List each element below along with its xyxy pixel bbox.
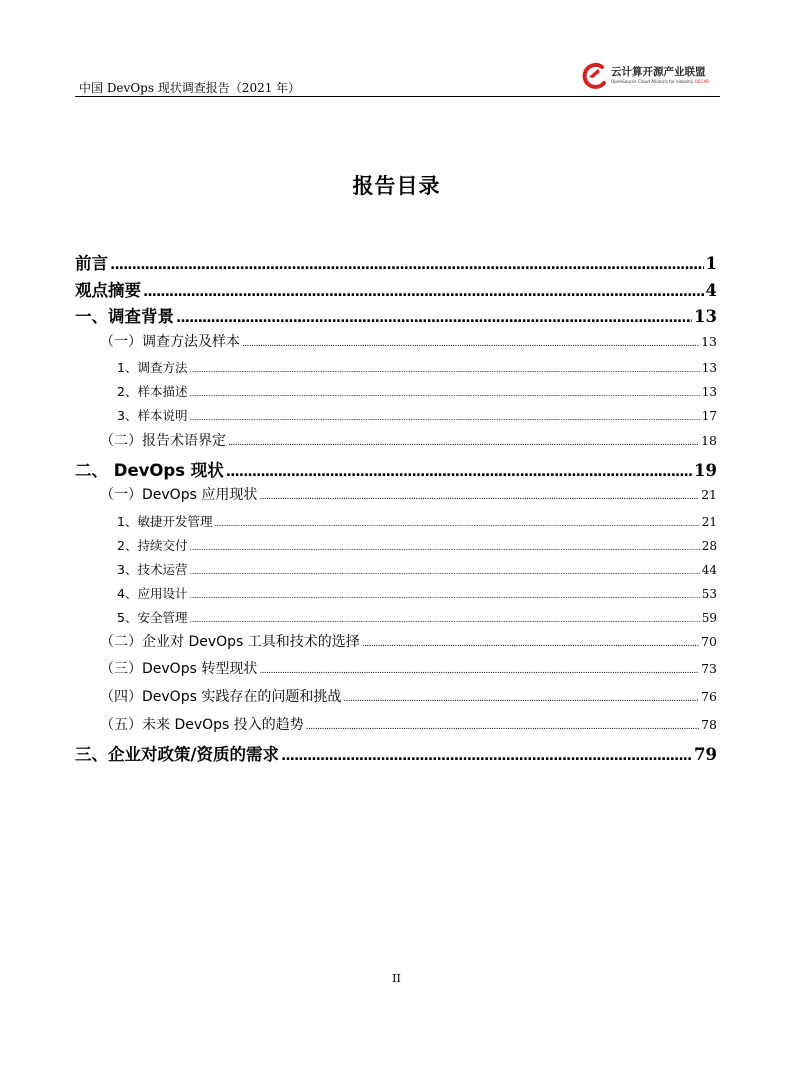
toc-entry-page: 13 bbox=[701, 385, 717, 399]
toc-dot-leader bbox=[189, 414, 699, 422]
toc-entry[interactable] bbox=[75, 250, 717, 274]
toc-entry-label: 1、敏捷开发管理 bbox=[117, 514, 213, 529]
toc-entry-label: 前言 bbox=[75, 254, 108, 273]
toc-dot-leader bbox=[176, 310, 692, 326]
running-header-title: 中国 DevOps 现状调查报告（2021 年） bbox=[79, 81, 301, 95]
toc-dot-leader bbox=[362, 639, 699, 649]
toc-entry-page: 73 bbox=[701, 661, 717, 676]
toc-entry-label: 2、持续交付 bbox=[117, 538, 188, 553]
toc-entry-label: （一）调查方法及样本 bbox=[100, 334, 240, 350]
toc-entry[interactable] bbox=[117, 512, 717, 530]
toc-entry-label: 三、企业对政策/资质的需求 bbox=[75, 745, 280, 764]
toc-entry-page: 18 bbox=[701, 433, 717, 448]
toc-dot-leader bbox=[189, 390, 699, 398]
toc-entry-page: 13 bbox=[694, 307, 717, 326]
toc-entry-label: （五）未来 DevOps 投入的趋势 bbox=[100, 717, 304, 733]
toc-dot-leader bbox=[306, 722, 699, 732]
toc-entry-page: 70 bbox=[701, 634, 717, 649]
logo-name-en-prefix: OpenSource Cloud Alliance for industry, bbox=[611, 79, 695, 84]
toc-entry-label: 5、安全管理 bbox=[117, 610, 188, 625]
toc-entry-page: 4 bbox=[705, 281, 717, 300]
page-number: II bbox=[392, 972, 401, 985]
toc-entry[interactable] bbox=[100, 686, 717, 706]
toc-dot-leader bbox=[189, 568, 699, 576]
toc-entry-page: 59 bbox=[701, 611, 717, 625]
toc-entry-page: 53 bbox=[701, 587, 717, 601]
alliance-logo bbox=[580, 60, 720, 92]
toc-entry[interactable] bbox=[100, 714, 717, 734]
toc-entry-label: （二）报告术语界定 bbox=[100, 433, 226, 449]
toc-entry-page: 21 bbox=[701, 487, 717, 502]
toc-dot-leader bbox=[242, 339, 699, 349]
header-divider bbox=[75, 96, 720, 97]
toc-dot-leader bbox=[110, 257, 704, 273]
toc-entry-label: （三）DevOps 转型现状 bbox=[100, 661, 258, 677]
toc-entry-page: 17 bbox=[701, 409, 717, 423]
toc-entry[interactable] bbox=[75, 277, 717, 301]
toc-entry[interactable] bbox=[75, 457, 717, 481]
toc-entry[interactable] bbox=[75, 303, 717, 327]
toc-entry[interactable] bbox=[117, 406, 717, 424]
toc-entry-label: 3、技术运营 bbox=[117, 562, 188, 577]
logo-name-en-suffix: OSCAR bbox=[694, 79, 710, 84]
toc-entry[interactable] bbox=[117, 358, 717, 376]
toc-entry[interactable] bbox=[117, 560, 717, 578]
toc-entry-page: 19 bbox=[694, 461, 717, 480]
toc-entry[interactable] bbox=[117, 382, 717, 400]
toc-dot-leader bbox=[226, 464, 692, 480]
toc-dot-leader bbox=[189, 592, 699, 600]
toc-dot-leader bbox=[143, 284, 704, 300]
toc-dot-leader bbox=[259, 492, 699, 502]
toc-entry[interactable] bbox=[117, 536, 717, 554]
logo-name-cn: 云计算开源产业联盟 bbox=[611, 66, 706, 78]
toc-entry-label: （四）DevOps 实践存在的问题和挑战 bbox=[100, 689, 342, 705]
toc-entry[interactable] bbox=[117, 608, 717, 626]
toc-entry[interactable] bbox=[100, 658, 717, 678]
toc-entry-label: 一、调查背景 bbox=[75, 307, 174, 326]
page-title: 报告目录 bbox=[352, 174, 441, 198]
toc-entry-page: 13 bbox=[701, 361, 717, 375]
toc-entry-page: 76 bbox=[701, 689, 717, 704]
toc-entry[interactable] bbox=[100, 430, 717, 450]
toc-entry-label: （一）DevOps 应用现状 bbox=[100, 487, 258, 503]
toc-dot-leader bbox=[189, 366, 699, 374]
toc-entry[interactable] bbox=[100, 484, 717, 504]
toc-entry-page: 21 bbox=[701, 515, 717, 529]
toc-entry[interactable] bbox=[117, 584, 717, 602]
toc-entry-page: 78 bbox=[701, 717, 717, 732]
toc-entry-label: 1、调查方法 bbox=[117, 360, 188, 375]
toc-dot-leader bbox=[259, 666, 699, 676]
toc-entry-page: 28 bbox=[701, 539, 717, 553]
toc-dot-leader bbox=[214, 520, 699, 528]
toc-entry-label: （二）企业对 DevOps 工具和技术的选择 bbox=[100, 634, 360, 650]
toc-entry-page: 13 bbox=[701, 334, 717, 349]
logo-name-en bbox=[611, 79, 709, 84]
toc-dot-leader bbox=[281, 748, 692, 764]
toc-entry[interactable] bbox=[100, 331, 717, 351]
toc-entry-page: 1 bbox=[705, 254, 717, 273]
toc-entry-page: 44 bbox=[701, 563, 717, 577]
toc-dot-leader bbox=[228, 438, 699, 448]
toc-entry-page: 79 bbox=[694, 745, 717, 764]
toc-dot-leader bbox=[343, 694, 699, 704]
toc-entry-label: 观点摘要 bbox=[75, 281, 141, 300]
toc-entry-label: 4、应用设计 bbox=[117, 586, 188, 601]
logo-mark-icon bbox=[580, 61, 610, 91]
toc-entry[interactable] bbox=[75, 741, 717, 765]
toc-dot-leader bbox=[189, 544, 699, 552]
toc-entry-label: 二、 DevOps 现状 bbox=[75, 461, 224, 480]
toc-entry-label: 3、样本说明 bbox=[117, 408, 188, 423]
toc-dot-leader bbox=[189, 616, 699, 624]
toc-entry[interactable] bbox=[100, 631, 717, 651]
toc-entry-label: 2、样本描述 bbox=[117, 384, 188, 399]
